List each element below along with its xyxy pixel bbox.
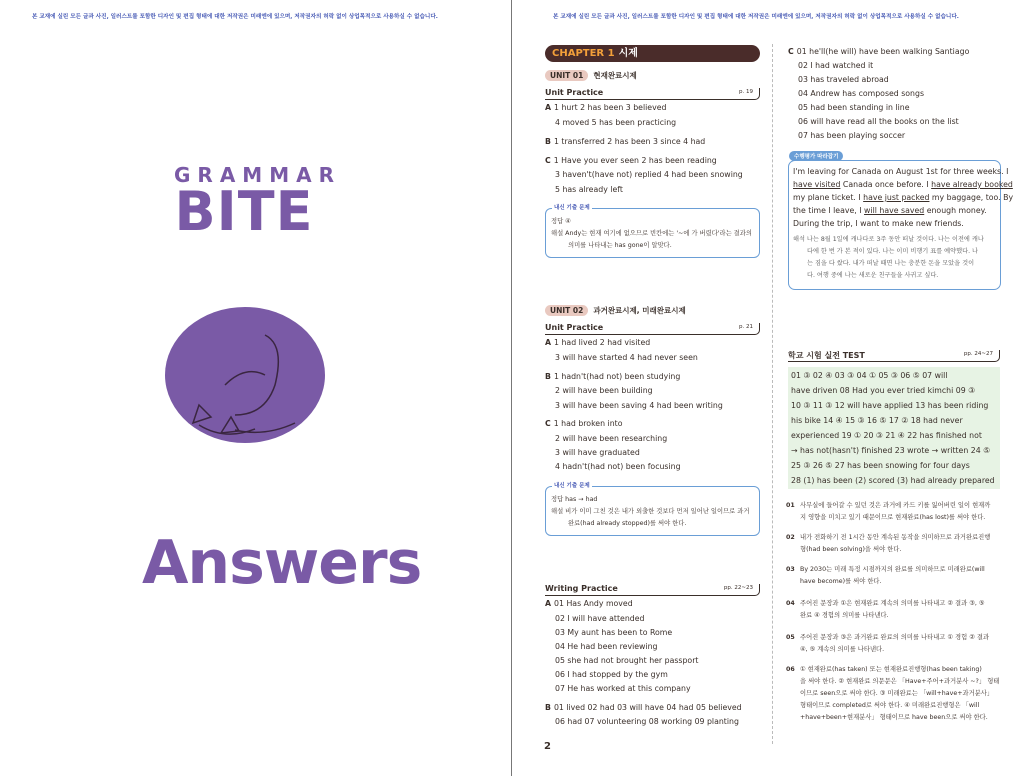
performance-task-box (788, 154, 1014, 290)
unit2-section-title: Unit Practice (545, 323, 604, 332)
exam-answer: 정답 has → had (551, 496, 598, 503)
test-row: → has not(hasn't) finished 23 wrote → written 24 ⑤ (791, 446, 991, 455)
test-title: 학교 시험 실전 TEST (788, 351, 865, 360)
tip-paragraph-line: my plane ticket. I have just packed my baggage, too. By (793, 193, 1014, 202)
writing-c-line: 05 had been standing in line (798, 103, 910, 112)
unit1-line: A 1 hurt 2 has been 3 believed (545, 103, 667, 112)
unit1-section-header (545, 88, 760, 100)
tip-translation: 다. 여행 중에 나는 새로운 친구들을 사귀고 싶다. (807, 272, 939, 279)
unit1-page-ref: p. 19 (739, 89, 753, 95)
unit2-line: 2 will have been building (555, 386, 653, 395)
unit1-header (545, 70, 637, 81)
tip-paragraph-line: I'm leaving for Canada on August 1st for three weeks. I (793, 167, 1009, 176)
writing-page-ref: pp. 22~23 (723, 585, 753, 591)
writing-b-line: B 01 lived 02 had 03 will have 04 had 05 believed (545, 703, 742, 712)
exam-answer: 정답 ④ (551, 218, 571, 225)
unit1-tag: UNIT 01 (545, 70, 588, 81)
unit1-line: 5 has already left (555, 185, 623, 194)
tip-translation: 는 짐을 다 쌌다. 내가 떠날 때면 나는 충분한 돈을 모았을 것이 (807, 260, 975, 267)
test-row: have driven 08 Had you ever tried kimchi 09 ③ (791, 386, 976, 395)
logo-grammar: GRAMMAR (174, 163, 341, 187)
unit2-line: 3 will have started 4 had never seen (555, 353, 698, 362)
chapter-header (545, 45, 760, 62)
unit2-name: 과거완료시제, 미래완료시제 (593, 306, 686, 315)
tip-paragraph-line: the time I leave, I will have saved enough money. (793, 206, 987, 215)
unit1-section-title: Unit Practice (545, 88, 604, 97)
copyright-notice-left: 본 교재에 실린 모든 글과 사진, 일러스트를 포함한 디자인 및 편집 형태에 대한 저작권은 미래엔에 있으며, 저작권자의 허락 없이 상업목적으로 사용하실 수 없습니다. (32, 14, 438, 20)
chapter-name: 시제 (618, 48, 638, 59)
tip-paragraph-line: have visited Canada once before. I have already booked (793, 180, 1013, 189)
writing-c-line: 03 has traveled abroad (798, 75, 889, 84)
explanation-03: 03 By 2030는 미래 특정 시점까지의 완료를 의미하므로 미래완료(will have become)를 써야 한다. (786, 566, 985, 585)
unit1-exam-box (545, 205, 760, 258)
test-row: 01 ③ 02 ④ 03 ③ 04 ① 05 ③ 06 ⑤ 07 will (791, 371, 948, 380)
unit2-page-ref: p. 21 (739, 324, 753, 330)
test-row: 10 ③ 11 ③ 12 will have applied 13 has been riding (791, 401, 989, 410)
unit1-line: C 1 Have you ever seen 2 has been reading (545, 156, 717, 165)
writing-c-line: 07 has been playing soccer (798, 131, 906, 140)
test-row: 28 (1) has been (2) scored (3) had already prepared (791, 476, 995, 485)
unit1-line: 4 moved 5 has been practicing (555, 118, 677, 127)
writing-c-line: C 01 he'll(he will) have been walking Santiago (788, 47, 970, 56)
writing-a-line: 07 He has worked at this company (555, 684, 691, 693)
explanation-05: 05 주어진 문장과 ③은 과거완료 완료의 의미를 나타내고 ① 경험 ② 결과 ④, ⑤ 계속의 의미를 나타낸다. (786, 634, 990, 653)
test-row: his bike 14 ④ 15 ③ 16 ⑤ 17 ② 18 had never (791, 416, 963, 425)
unit2-line: 3 will have been saving 4 had been writing (555, 401, 723, 410)
unit2-header (545, 305, 686, 316)
explanation-02: 02 내가 전화하기 전 1시간 동안 계속된 동작을 의미하므로 과거완료진행 형(had been solving)을 써야 한다. (786, 534, 991, 553)
writing-a-line: 06 I had stopped by the gym (555, 670, 668, 679)
unit1-line: 3 haven't(have not) replied 4 had been snowing (555, 170, 743, 179)
unit2-line: 4 hadn't(had not) been focusing (555, 462, 681, 471)
exam-box-label: 내신 기출 문제 (554, 483, 590, 489)
test-answers-box (788, 367, 1000, 489)
explanation-01: 01 사무실에 들어갈 수 있던 것은 과거에 카드 키를 잃어버린 일이 현재까 지 영향을 미치고 있기 때문이므로 현재완료(has lost)를 써야 한다. (786, 502, 991, 521)
answers-title: Answers (142, 528, 422, 598)
test-row: 25 ③ 26 ⑤ 27 has been snowing for four days (791, 461, 970, 470)
unit2-line: C 1 had broken into (545, 419, 623, 428)
writing-c-line: 06 will have read all the books on the list (798, 117, 959, 126)
tip-paragraph-line: During the trip, I want to make new friends. (793, 219, 964, 228)
page-divider (511, 0, 512, 776)
exam-explanation: 의미를 나타내는 has gone이 알맞다. (568, 242, 672, 249)
writing-a-line: 03 My aunt has been to Rome (555, 628, 673, 637)
writing-a-line: 02 I will have attended (555, 614, 645, 623)
exam-explanation: 해설 비가 이미 그친 것은 내가 외출한 것보다 먼저 일어난 일이므로 과거 (551, 508, 750, 515)
unit2-section-header (545, 323, 760, 335)
tip-translation: 해석 나는 8월 1일에 캐나다로 3주 동안 떠날 것이다. 나는 이전에 캐나 (793, 236, 984, 243)
exam-explanation: 해설 Andy는 현재 여기에 없으므로 빈칸에는 '~에 가 버렸다'라는 결과의 (551, 230, 752, 237)
test-section-header (788, 350, 1000, 362)
unit2-tag: UNIT 02 (545, 305, 588, 316)
exam-explanation: 완료(had already stopped)를 써야 한다. (568, 520, 687, 527)
test-page-ref: pp. 24~27 (963, 351, 993, 357)
writing-section-header (545, 584, 760, 596)
exam-box-label: 내신 기출 문제 (554, 205, 590, 211)
unit2-line: A 1 had lived 2 had visited (545, 338, 651, 347)
performance-task-label: 수행평가 따라잡기 (789, 151, 843, 161)
explanation-06: 06 ① 현재완료(has taken) 또는 현재완료진행형(has been taking) 을 써야 한다. ② 현재완료 의문문은 「Have+주어+과거분사 ~?」 형태 이므로 seen으로 써야 한다. ③ 미래완료는 「will+have+과거분사」 형태이므로 completed로 써야 한다. ④ 미래완료진행형은 「will +have+been+현재분사」 형태이므로 have been으로 써야 한다. (786, 666, 1000, 721)
unit1-line: B 1 transferred 2 has been 3 since 4 had (545, 137, 706, 146)
unit2-line: B 1 hadn't(had not) been studying (545, 372, 681, 381)
chapter-number: CHAPTER 1 (552, 48, 615, 59)
writing-b-line: 06 had 07 volunteering 08 working 09 planting (555, 717, 739, 726)
unit1-name: 현재완료시제 (593, 71, 637, 80)
logo-bite: BITE (174, 180, 314, 243)
writing-a-line: 05 she had not brought her passport (555, 656, 699, 665)
unit2-line: 3 will have graduated (555, 448, 640, 457)
writing-c-line: 04 Andrew has composed songs (798, 89, 925, 98)
column-divider (772, 44, 773, 744)
writing-a-line: A 01 Has Andy moved (545, 599, 633, 608)
writing-section-title: Writing Practice (545, 584, 618, 593)
writing-a-line: 04 He had been reviewing (555, 642, 658, 651)
unit2-exam-box (545, 483, 760, 536)
explanation-04: 04 주어진 문장과 ①은 현재완료 계속의 의미를 나타내고 ② 결과 ③, ⑤ 완료 ④ 경험의 의미를 나타낸다. (786, 600, 985, 619)
writing-c-line: 02 I had watched it (798, 61, 874, 70)
copyright-notice-right: 본 교재에 실린 모든 글과 사진, 일러스트를 포함한 디자인 및 편집 형태에 대한 저작권은 미래엔에 있으며, 저작권자의 허락 없이 상업목적으로 사용하실 수 없습니다. (553, 14, 959, 20)
sleeping-cat-illustration (165, 305, 325, 451)
tip-translation: 다에 한 번 가 본 적이 있다. 나는 이미 비행기 표를 예약했다. 나 (807, 248, 978, 255)
page-number: 2 (544, 741, 551, 752)
test-row: experienced 19 ① 20 ③ 21 ④ 22 has finished not (791, 431, 982, 440)
unit2-line: 2 will have been researching (555, 434, 668, 443)
